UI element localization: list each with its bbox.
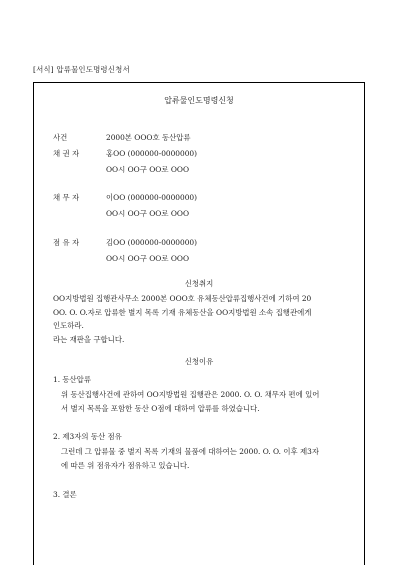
debtor-name: 이OO (000000-0000000): [106, 193, 197, 202]
creditor-address: OO시 OO구 OO로 OOO: [106, 165, 189, 174]
purpose-heading: 신청취지: [184, 279, 214, 288]
section-body: [61, 388, 353, 415]
purpose-line: 라는 재판을 구합니다.: [53, 334, 125, 344]
section-line: 에 따른 위 점유자가 점유하고 있습니다.: [61, 460, 190, 470]
section-title: 3. 결론: [53, 490, 77, 499]
possessor-label: 점 유 자: [53, 238, 80, 247]
purpose-line: 인도하라.: [53, 321, 84, 330]
case-label: 사건: [53, 133, 68, 142]
debtor-address: OO시 OO구 OO로 OOO: [106, 209, 189, 218]
purpose-line: OO. O. O.자로 압류한 별지 목록 기재 유체동산을 OO지방법원 소속 집행관에게: [53, 307, 312, 317]
section-title: 1. 동산압류: [53, 375, 91, 384]
section-line: 서 별지 목록을 포함한 동산 O점에 대하여 압류를 하였습니다.: [61, 403, 260, 413]
section-title: 2. 제3자의 동산 점유: [53, 432, 122, 441]
debtor-label: 채 무 자: [53, 193, 80, 202]
purpose-paragraph: [53, 292, 353, 346]
section-line: 그런데 그 압류물 중 별지 목록 기재의 물품에 대하여는 2000. O. O. 이후 제3자: [61, 447, 319, 456]
reason-heading: 신청이유: [184, 357, 214, 366]
document-frame: [33, 82, 365, 565]
document-title: 압류물인도명령신청: [164, 96, 234, 105]
creditor-label: 채 권 자: [53, 149, 80, 158]
creditor-name: 홍OO (000000-0000000): [106, 149, 197, 158]
possessor-name: 김OO (000000-0000000): [106, 238, 197, 247]
possessor-address: OO시 OO구 OO로 OOO: [106, 254, 189, 263]
purpose-line: OO지방법원 집행관사무소 2000본 OOO호 유체동산압류집행사건에 기하여 20: [53, 294, 312, 303]
section-line: 위 동산집행사건에 관하여 OO지방법원 집행관은 2000. O. O. 채무자 편에 있어: [61, 390, 320, 399]
form-label: [서식] 압류물인도명령신청서: [33, 65, 130, 74]
section-body: [61, 445, 353, 472]
case-value: 2000본 OOO호 동산압류: [106, 133, 191, 142]
